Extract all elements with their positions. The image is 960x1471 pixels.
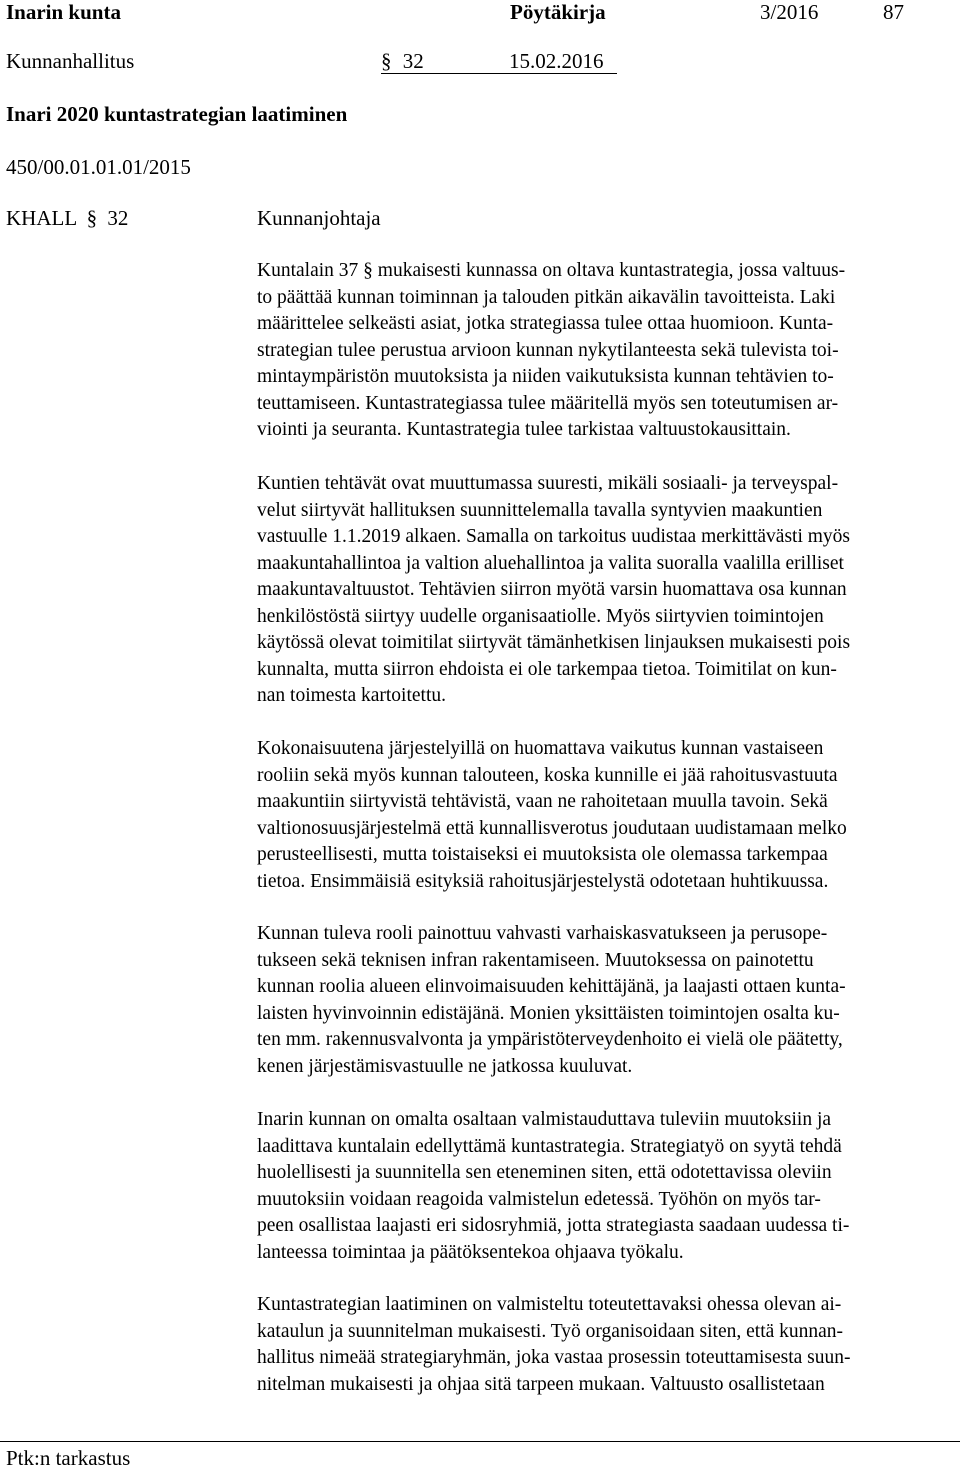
text-line: tukseen sekä teknisen infran rakentamiseen. Muutoksessa on painotettu — [257, 949, 814, 971]
text-line: Kunnan tuleva rooli painottuu vahvasti varhaiskasvatukseen ja perusope- — [257, 923, 828, 944]
text-line: henkilöstöstä siirtyy uudelle organisaatiolle. Myös siirtyvien toimintojen — [257, 605, 824, 627]
header-section — [381, 49, 499, 74]
paragraph-5 — [257, 1107, 957, 1266]
section-number: 32 — [107, 206, 129, 230]
text-line: lanteessa toimintaa ja päätöksentekoa ohjaava työkalu. — [257, 1241, 684, 1263]
text-line: ten mm. rakennusvalvonta ja ympäristöterveydenhoito ei vielä ole päätetty, — [257, 1029, 843, 1050]
paragraph-6 — [257, 1292, 957, 1398]
text-line: Kuntien tehtävät ovat muuttumassa suuresti, mikäli sosiaali- ja terveyspal- — [257, 473, 839, 494]
text-line: kunnan roolia alueen elinvoimaisuuden kehittäjänä, ja laajasti ottaen kunta- — [257, 976, 846, 997]
text-line: huolellisesti ja suunnitella sen eteneminen siten, että odotettavissa oleviin — [257, 1162, 832, 1183]
section-sign: § — [381, 49, 392, 73]
text-line: peen osallistaa laajasti eri sidosryhmiä, jotta strategiasta saadaan uudessa ti- — [257, 1215, 850, 1236]
section-label-text: KHALL — [6, 206, 77, 230]
meeting-date: 15.02.2016 — [499, 49, 617, 74]
text-line: tietoa. Ensimmäisiä esityksiä rahoitusjärjestelystä odotetaan huhtikuussa. — [257, 870, 829, 892]
text-line: Kuntalain 37 § mukaisesti kunnassa on oltava kuntastrategia, jossa valtuus- — [257, 260, 846, 281]
text-line: maakuntahallintoa ja valtion aluehallintoa ja valita suoralla vaalilla erilliset — [257, 552, 844, 574]
text-line: käytössä olevat toimitilat siirtyvät tämänhetkisen linjauksen mukaisesti pois — [257, 632, 851, 653]
text-line: vastuulle 1.1.2019 alkaen. Samalla on tarkoitus uudistaa merkittävästi myös — [257, 526, 851, 547]
text-line: kenen järjestämisvastuulle ne jatkossa kuuluvat. — [257, 1055, 633, 1077]
paragraph-4 — [257, 921, 957, 1080]
text-line: Kuntastrategian laatiminen on valmisteltu toteutettavaksi ohessa olevan ai- — [257, 1294, 842, 1315]
text-line: strategian tulee perustua arvioon kunnan nykytilanteesta sekä tulevista toi- — [257, 339, 839, 361]
text-line: viointi ja seuranta. Kuntastrategia tulee tarkistaa valtuustokausittain. — [257, 419, 791, 440]
text-line: maakuntiin siirtyvistä tehtävistä, vaan ne rahoitetaan muulla tavoin. Sekä — [257, 791, 828, 812]
footer-label: Ptk:n tarkastus — [6, 1446, 131, 1470]
page-number: 87 — [883, 0, 904, 24]
text-line: hallitus nimeää strategiaryhmän, joka vastaa prosessin toteuttamisesta suun- — [257, 1347, 851, 1368]
presenter: Kunnanjohtaja — [257, 206, 381, 230]
municipality-name: Inarin kunta — [6, 0, 121, 24]
section-label — [6, 206, 128, 230]
text-line: kunnalta, mutta siirron ehdoista ei ole tarkempaa tietoa. Toimitilat on kun- — [257, 658, 837, 680]
text-line: velut siirtyvät hallituksen suunnittelemalla tavalla syntyvien maakuntien — [257, 499, 823, 521]
text-line: perusteellisesti, mutta toistaiseksi ei muutoksista ole olemassa tarkempaa — [257, 844, 828, 865]
text-line: mintaympäristön muutoksista ja niiden vaikutuksista kunnan tehtävien to- — [257, 366, 834, 387]
text-line: Inarin kunnan on omalta osaltaan valmistauduttava tuleviin muutoksiin ja — [257, 1109, 832, 1130]
text-line: Kokonaisuutena järjestelyillä on huomattava vaikutus kunnan vastaiseen — [257, 738, 824, 759]
text-line: valtionosuusjärjestelmä että kunnallisverotus joudutaan uudistamaan melko — [257, 817, 847, 839]
record-id: 450/00.01.01.01/2015 — [6, 155, 191, 179]
document-type: Pöytäkirja — [510, 0, 606, 24]
meeting-body: Kunnanhallitus — [6, 49, 135, 73]
text-line: määrittelee selkeästi asiat, jotka strategiassa tulee ottaa huomioon. Kunta- — [257, 313, 834, 334]
item-title: Inari 2020 kuntastrategian laatiminen — [6, 102, 348, 126]
text-line: muutoksiin voidaan reagoida valmistelun edetessä. Työhön on myös tar- — [257, 1188, 821, 1210]
text-line: maakuntavaltuustot. Tehtävien siirron myötä varsin huomattava osa kunnan — [257, 579, 847, 600]
text-line: to päättää kunnan toiminnan ja talouden pitkän aikavälin tavoitteista. Laki — [257, 286, 836, 308]
text-line: laadittava kuntalain edellyttämä kuntastrategia. Strategiatyö on syytä tehdä — [257, 1135, 842, 1157]
paragraph-3 — [257, 736, 957, 895]
text-line: nan toimesta kartoitettu. — [257, 685, 446, 706]
document-number: 3/2016 — [760, 0, 819, 24]
section-sign: § — [86, 206, 98, 230]
text-line: teuttamiseen. Kuntastrategiassa tulee määritellä myös sen toteutumisen ar- — [257, 392, 839, 414]
paragraph-2 — [257, 471, 957, 710]
text-line: laisten hyvinvoinnin edistäjänä. Monien yksittäisten toimintojen osalta ku- — [257, 1002, 840, 1024]
text-line: kataulun ja suunnitelman mukaisesti. Työ organisoidaan siten, että kunnan- — [257, 1320, 844, 1342]
text-line: rooliin sekä myös kunnan talouteen, koska kunnille ei jää rahoitusvastuuta — [257, 764, 838, 786]
paragraph-1 — [257, 258, 957, 444]
footer — [0, 1441, 960, 1470]
header-section-number: 32 — [402, 49, 424, 73]
text-line: nitelman mukaisesti ja ohjaa sitä tarpeen mukaan. Valtuusto osallistetaan — [257, 1373, 825, 1395]
